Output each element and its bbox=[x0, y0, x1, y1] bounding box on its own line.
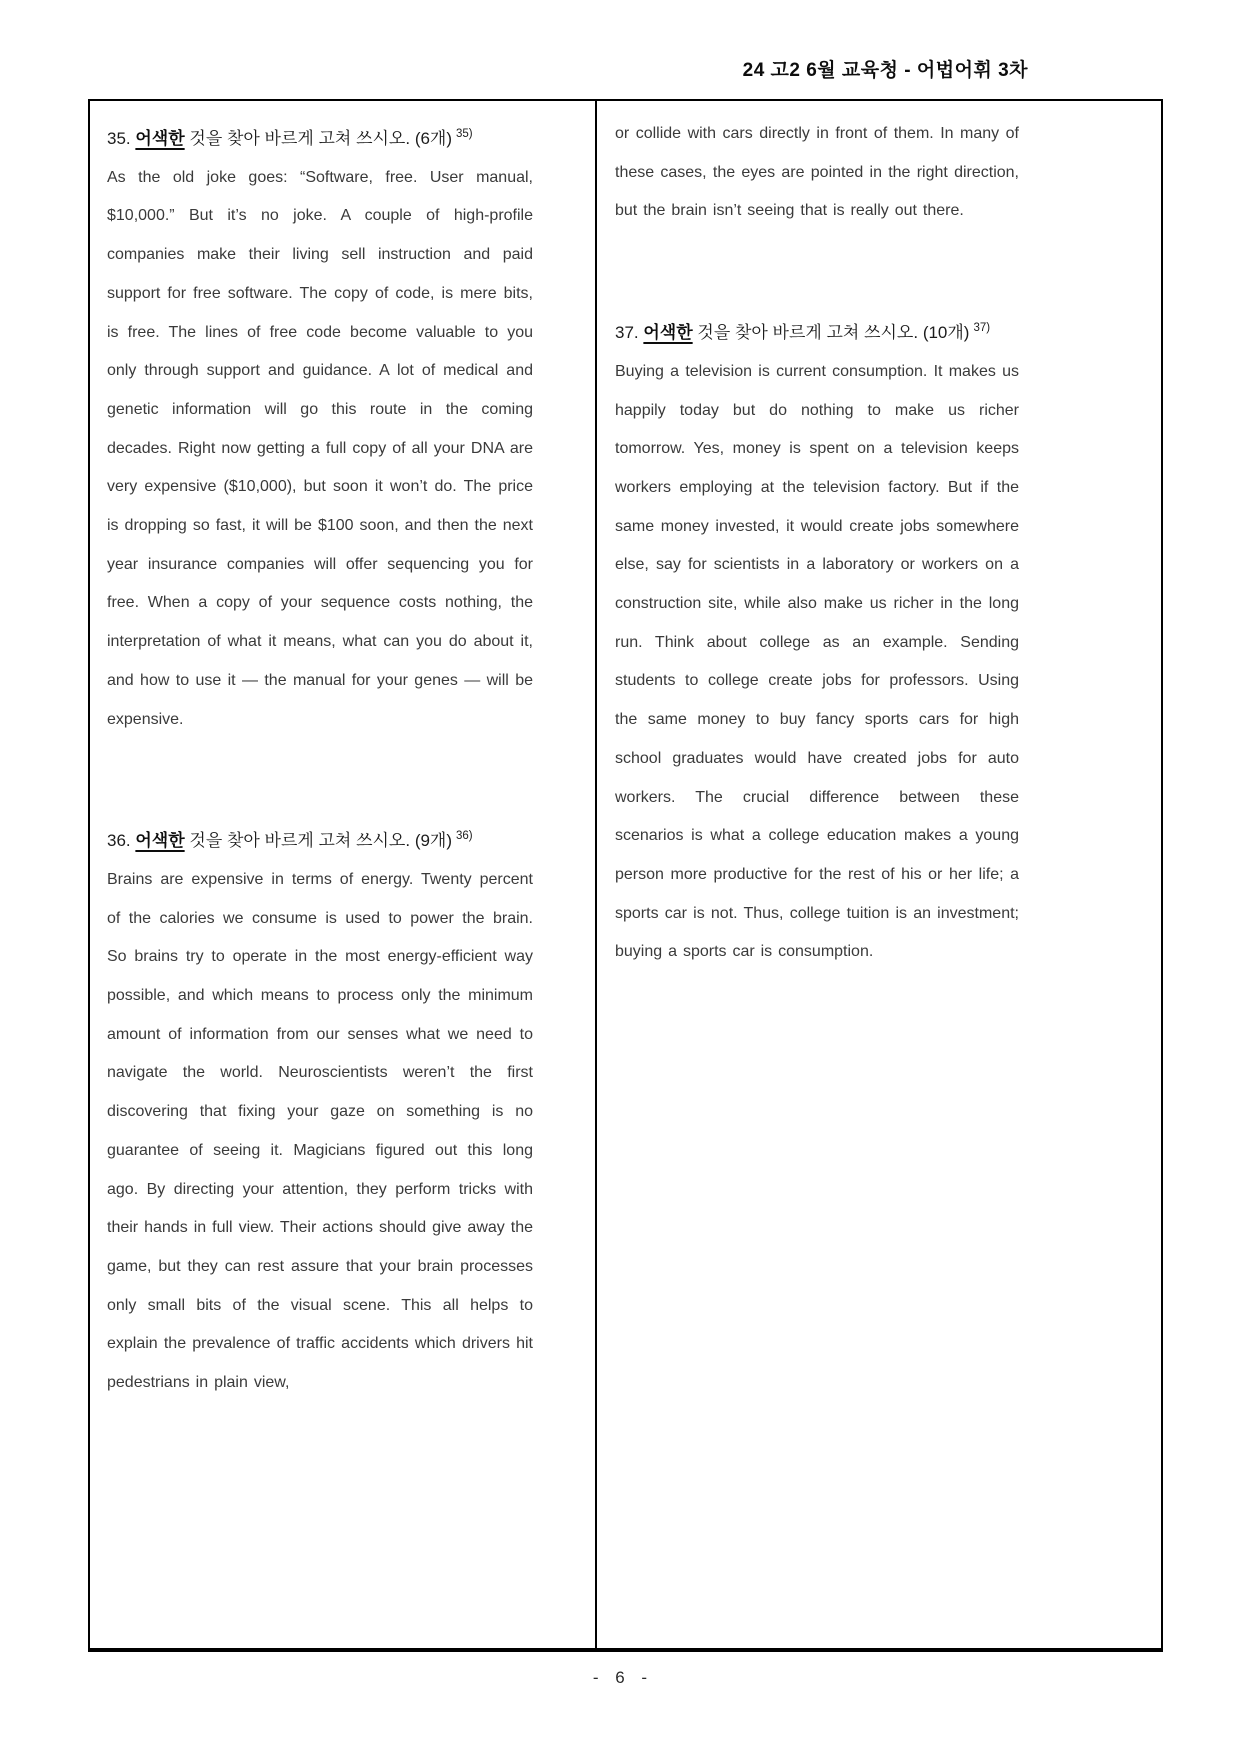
question-36-header bbox=[107, 817, 533, 861]
question-37-number: 37. bbox=[615, 323, 639, 343]
right-column bbox=[597, 101, 1159, 1648]
question-36-passage-continued: or collide with cars directly in front of them. In many of these cases, the eyes are pointed in the right direction, but the brain isn’t seeing that is really out there. bbox=[615, 125, 1019, 220]
question-36-number: 36. bbox=[107, 831, 131, 851]
question-37-prompt: 것을 찾아 바르게 고쳐 쓰시오. bbox=[697, 323, 919, 343]
question-35-number: 35. bbox=[107, 129, 131, 148]
page-number: - 6 - bbox=[592, 1668, 648, 1687]
question-35-header bbox=[107, 115, 533, 159]
question-35-prompt: 것을 찾아 바르게 고쳐 쓰시오. bbox=[189, 129, 411, 148]
content-box bbox=[88, 99, 1163, 1652]
question-36 bbox=[107, 817, 533, 1403]
question-35-count: (6개) bbox=[414, 129, 453, 148]
question-36-prompt: 것을 찾아 바르게 고쳐 쓰시오. bbox=[189, 831, 411, 851]
left-column bbox=[90, 101, 595, 1648]
question-35-footnote-marker: 35) bbox=[456, 128, 473, 140]
question-35-keyword: 어색한 bbox=[135, 129, 185, 148]
question-35 bbox=[107, 115, 533, 739]
question-36-footnote-marker: 36) bbox=[456, 830, 473, 843]
page-header-title: 24 고2 6월 교육청 - 어법어휘 3차 bbox=[742, 60, 1028, 81]
question-37 bbox=[615, 309, 1019, 972]
question-37-passage: Buying a television is current consumption. It makes us happily today but do nothing to make us richer tomorrow. Yes, money is spent on a television keeps workers employing at the television factory. But if the same money invested, it would create jobs somewhere else, say for scientists in a laboratory or workers on a construction site, while also make us richer in the long run. Think about college as an example. Sending students to college create jobs for professors. Using the same money to buy fancy sports cars for high school graduates would have created jobs for auto workers. The crucial difference between these scenarios is what a college education makes a young person more productive for the rest of his or her life; a sports car is not. Thus, college tuition is an investment; buying a sports car is consumption. bbox=[615, 362, 1019, 961]
question-36-count: (9개) bbox=[414, 831, 453, 851]
question-36-keyword: 어색한 bbox=[135, 831, 185, 851]
question-37-count: (10개) bbox=[922, 323, 970, 343]
question-37-keyword: 어색한 bbox=[643, 323, 693, 343]
question-37-footnote-marker: 37) bbox=[973, 322, 991, 335]
question-37-header bbox=[615, 309, 1019, 353]
question-36-passage-left-part: Brains are expensive in terms of energy. Twenty percent of the calories we consume is used to power the brain. So brains try to operate in the most energy-efficient way possible, and which means to process only the minimum amount of information from our senses what we need to navigate the world. Neuroscientists weren’t the first discovering that fixing your gaze on something is no guarantee of seeing it. Magicians figured out this long ago. By directing your attention, they perform tricks with their hands in full view. Their actions should give away the game, but they can rest assure that your brain processes only small bits of the visual scene. This all helps to explain the prevalence of traffic accidents which drivers hit pedestrians in plain view, bbox=[107, 870, 533, 1392]
question-35-passage: As the old joke goes: “Software, free. User manual, $10,000.” But it’s no joke. A couple of high-profile companies make their living sell instruction and paid support for free software. The copy of code, is mere bits, is free. The lines of free code become valuable to you only through support and guidance. A lot of medical and genetic information will go this route in the coming decades. Right now getting a full copy of all your DNA are very expensive ($10,000), but soon it won’t do. The price is dropping so fast, it will be $100 soon, and then the next year insurance companies will offer sequencing you for free. When a copy of your sequence costs nothing, the interpretation of what it means, what can you do about it, and how to use it — the manual for your genes — will be expensive. bbox=[107, 168, 533, 728]
